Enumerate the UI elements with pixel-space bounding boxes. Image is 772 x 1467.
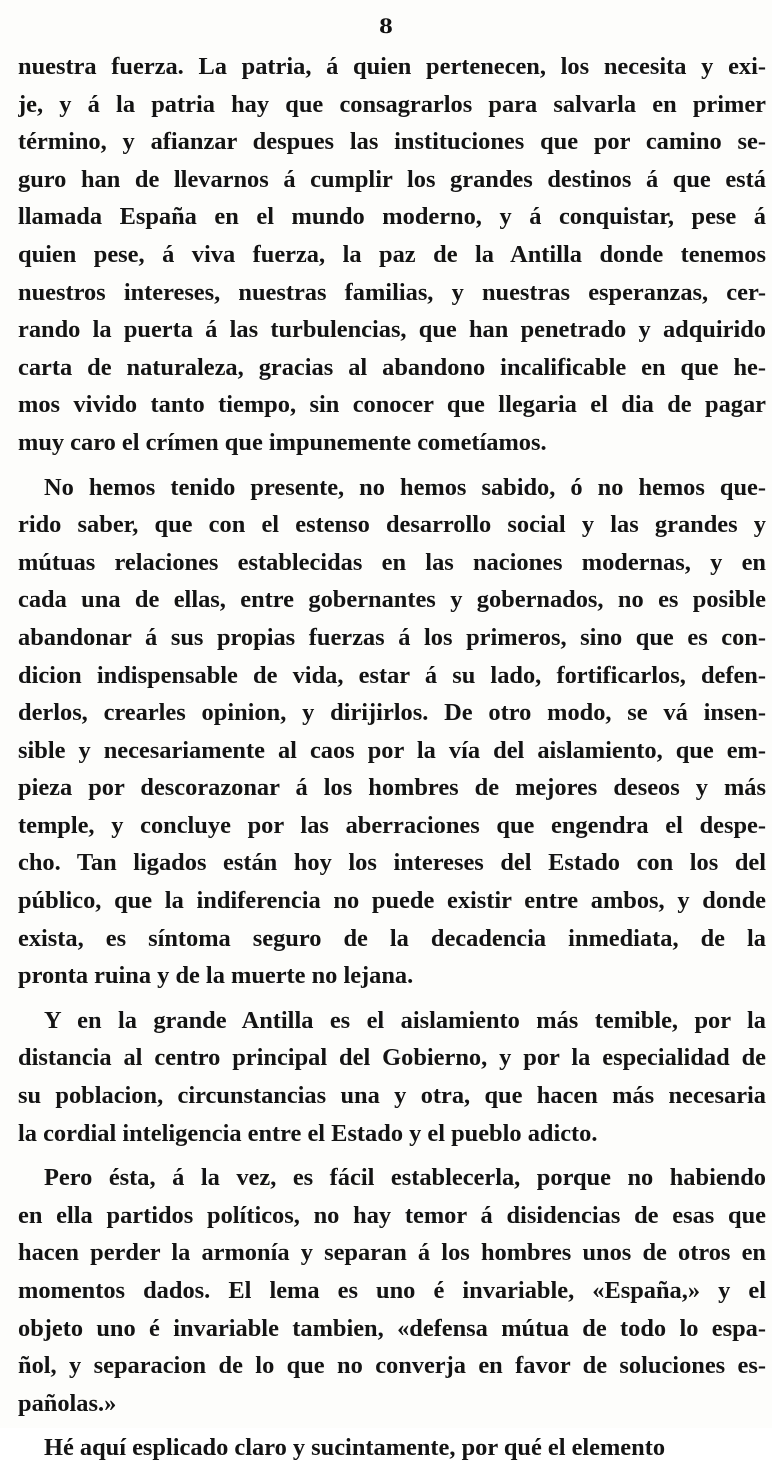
text-line: exista, es síntoma seguro de la decadencia inmediata, de la: [18, 924, 766, 952]
page-number: 8: [379, 14, 393, 38]
text-line: su poblacion, circunstancias una y otra, que hacen más necesaria: [18, 1082, 766, 1110]
text-line: cho. Tan ligados están hoy los intereses del Estado con los del: [18, 849, 766, 877]
text-line: abandonar á sus propias fuerzas á los primeros, sino que es con-: [18, 623, 766, 651]
text-line: pronta ruina y de la muerte no lejana.: [18, 962, 414, 990]
paragraph-gap: [18, 995, 766, 1002]
text-line: Y en la grande Antilla es el aislamiento más temible, por la: [44, 1006, 766, 1034]
text-line: Pero ésta, á la vez, es fácil establecerla, porque no habiendo: [44, 1164, 766, 1192]
text-line: objeto uno é invariable tambien, «defensa mútua de todo lo espa-: [18, 1314, 766, 1342]
text-line: público, que la indiferencia no puede existir entre ambos, y donde: [18, 887, 766, 915]
text-line: hacen perder la armonía y separan á los hombres unos de otros en: [18, 1239, 766, 1267]
text-line: dicion indispensable de vida, estar á su lado, fortificarlos, defen-: [18, 661, 766, 689]
text-line: temple, y concluye por las aberraciones que engendra el despe-: [18, 811, 766, 839]
text-line: ñol, y separacion de lo que no converja en favor de soluciones es-: [18, 1352, 766, 1380]
text-line: distancia al centro principal del Gobierno, y por la especialidad de: [18, 1044, 766, 1072]
text-line: derlos, crearles opinion, y dirijirlos. De otro modo, se vá insen-: [18, 699, 766, 727]
text-line: nuestra fuerza. La patria, á quien pertenecen, los necesita y exi-: [18, 53, 766, 80]
text-line: quien pese, á viva fuerza, la paz de la Antilla donde tenemos: [18, 240, 766, 268]
text-line: cada una de ellas, entre gobernantes y gobernados, no es posible: [18, 586, 766, 614]
text-line: pieza por descorazonar á los hombres de mejores deseos y más: [18, 774, 766, 802]
paragraph: [18, 469, 766, 995]
text-line: mútuas relaciones establecidas en las naciones modernas, y en: [18, 548, 766, 576]
paragraph: [18, 1429, 766, 1467]
text-line: pañolas.»: [18, 1389, 117, 1417]
text-line: momentos dados. El lema es uno é invariable, «España,» y el: [18, 1277, 766, 1304]
text-line: en ella partidos políticos, no hay temor á disidencias de esas que: [18, 1201, 766, 1229]
paragraph: [18, 1159, 766, 1422]
text-line: rido saber, que con el estenso desarrollo social y las grandes y: [18, 511, 766, 539]
text-line: rando la puerta á las turbulencias, que han penetrado y adquirido: [18, 316, 766, 344]
paragraph-gap: [18, 462, 766, 469]
text-line: nuestros intereses, nuestras familias, y nuestras esperanzas, cer-: [18, 278, 766, 306]
paragraph: [18, 48, 766, 462]
text-line: Hé aquí esplicado claro y sucintamente, por qué el elemento: [44, 1434, 666, 1462]
text-line: guro han de llevarnos á cumplir los grandes destinos á que está: [18, 165, 766, 193]
paragraph-gap: [18, 1152, 766, 1159]
text-line: muy caro el crímen que impunemente cometíamos.: [18, 428, 547, 456]
page-body-text: [18, 48, 766, 1467]
text-line: carta de naturaleza, gracias al abandono incalificable en que he-: [18, 353, 766, 381]
text-line: término, y afianzar despues las instituciones que por camino se-: [18, 128, 766, 156]
text-line: je, y á la patria hay que consagrarlos para salvarla en primer: [18, 90, 766, 118]
paragraph-gap: [18, 1422, 766, 1429]
text-line: sible y necesariamente al caos por la vía del aislamiento, que em-: [18, 736, 766, 764]
text-line: llamada España en el mundo moderno, y á conquistar, pese á: [18, 203, 766, 231]
text-line: mos vivido tanto tiempo, sin conocer que llegaria el dia de pagar: [18, 391, 766, 419]
text-line: No hemos tenido presente, no hemos sabido, ó no hemos que-: [44, 473, 766, 501]
paragraph: [18, 1002, 766, 1152]
text-line: la cordial inteligencia entre el Estado y el pueblo adicto.: [18, 1119, 598, 1147]
